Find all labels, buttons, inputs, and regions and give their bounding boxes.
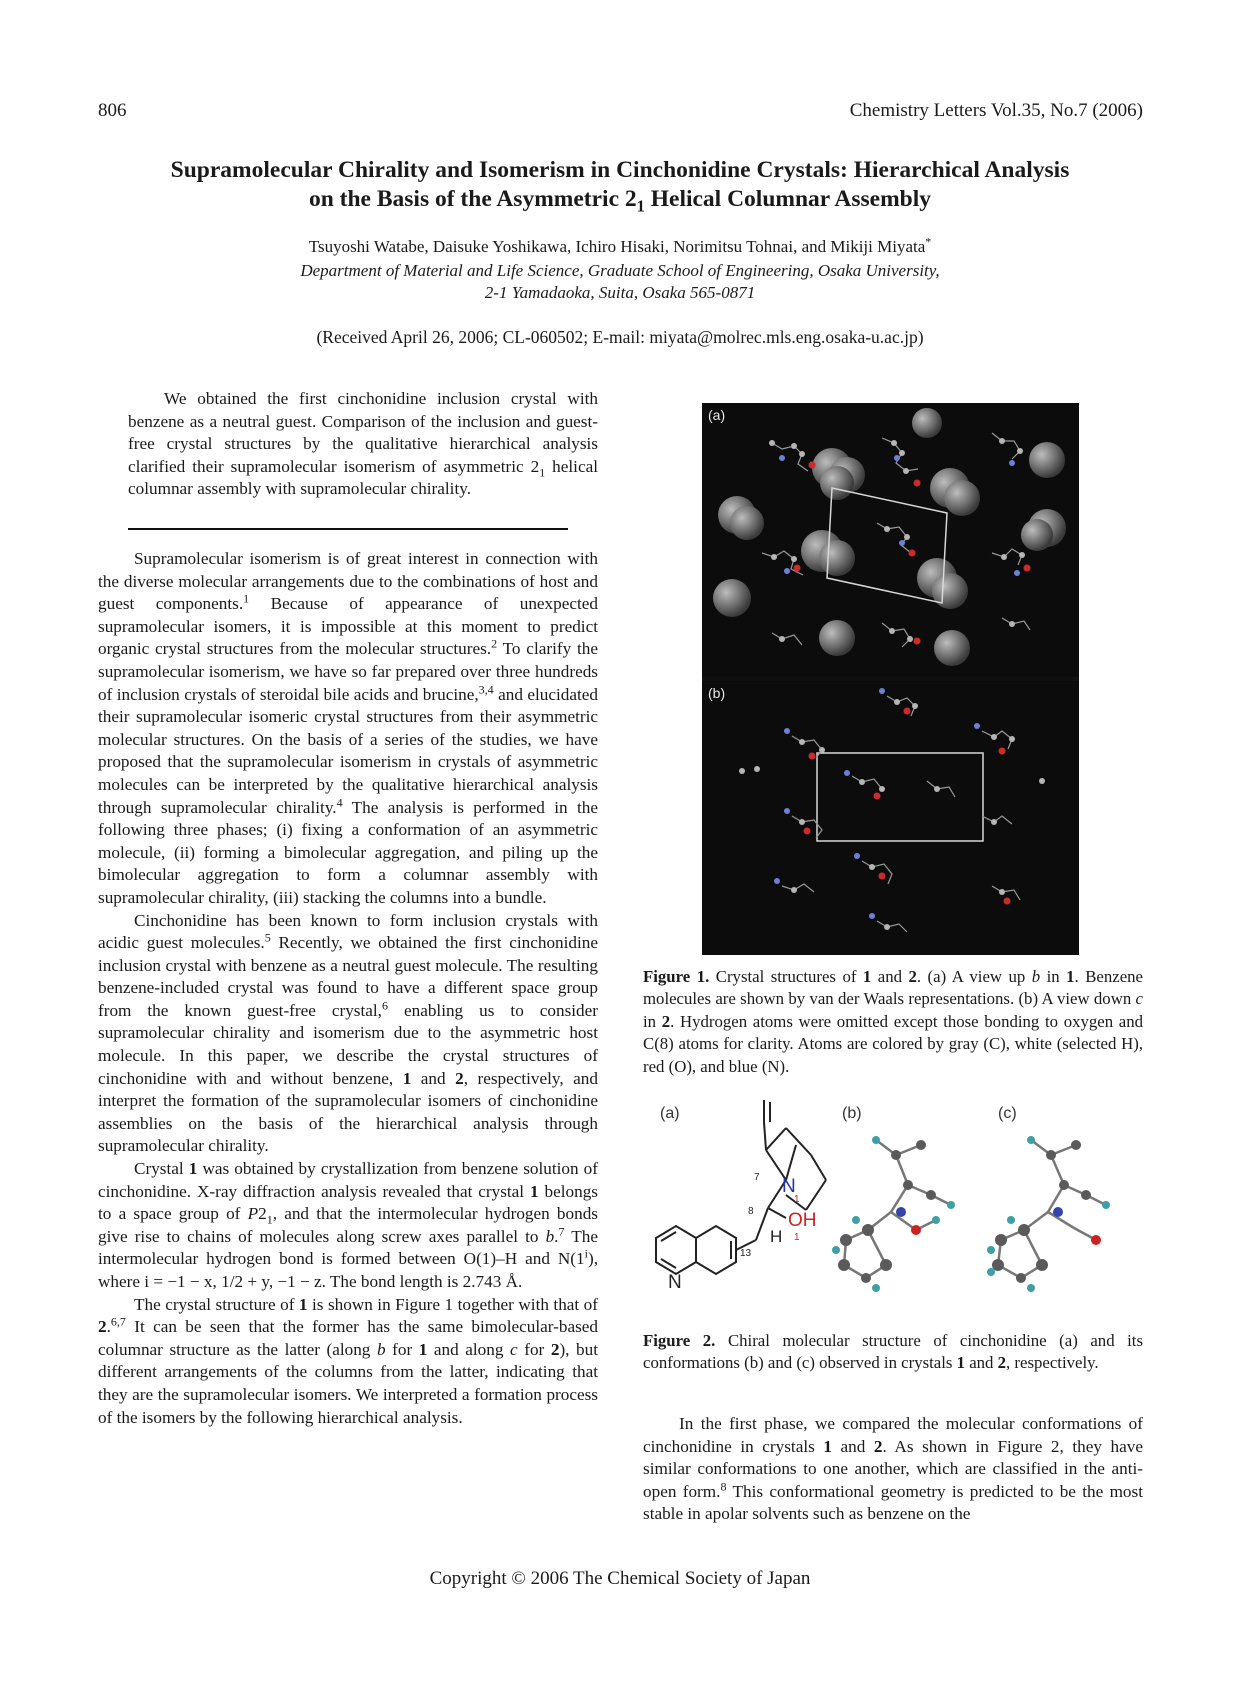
figure-1b-label: (b) — [708, 685, 726, 701]
paragraph-4: The crystal structure of 1 is shown in Figure 1 together with that of 2.$^{6,7}$ It can be seen that the former has the same bimolecular-based columnar structure as the latter (along b for 1 and along c for 2), but different arrangements of the columns from the latter, indicating that they are the supramolecular isomers. We interpreted a formation process of the isomers by the following hierarchical analysis. — [98, 1294, 598, 1427]
atom-n-quinoline: N — [668, 1272, 682, 1293]
figure-2b-label: (b) — [842, 1105, 862, 1122]
paragraph-2: Cinchonidine has been known to form inclusion crystals with acidic guest molecules.$^5$ Recently, we obtained the first cinchonidine inclusion crystal with benzene as a neutral guest molecule. The resulting benzene-included crystal was found to have a different space group from the known guest-free crystal,$^6$ enabling us to consider supramolecular chirality and isomerism due to the asymmetric host molecule. In this paper, we describe the crystal structures of cinchonidine with and without benzene, 1 and 2, respectively, and interpret the formation of the supramolecular isomers of cinchonidine assemblies on the basis of the hierarchical analysis through supramolecular chirality. — [98, 910, 599, 1156]
journal-citation: Chemistry Letters Vol.35, No.7 (2006) — [849, 100, 1143, 121]
abstract-divider — [128, 528, 568, 530]
figure-1a-label: (a) — [708, 407, 726, 423]
title-line-1: Supramolecular Chirality and Isomerism in Cinchonidine Crystals: Hierarchical Analysis — [170, 157, 1070, 183]
paragraph-5: In the first phase, we compared the molecular conformations of cinchonidine in crystals 1 and 2. As shown in Figure 2, they have similar conformations to one another, which are classified in the anti-open form.$^8$ This conformational geometry is predicted to be the most stable in apolar solvents such as benzene on the — [643, 1414, 1143, 1524]
copyright-footer: Copyright © 2006 The Chemical Society of Japan — [429, 1568, 811, 1589]
article-title — [90, 156, 1150, 214]
paragraph-1: Supramolecular isomerism is of great interest in connection with the diverse molecular arrangements due to the combinations of host and guest components.$^1$ Because of appearance of unexpected supramolecular isomers, it is impossible at this moment to predict organic crystal structures from the molecular structures.$^2$ To clarify the supramolecular isomerism, we have so far prepared over three hundreds of inclusion crystals of steroidal bile acids and brucine,$^{3,4}$ and elucidated their supramolecular isomeric crystal structures from their asymmetric molecular structures. On the basis of a series of the studies, we have proposed that the supramolecular isomerism in crystals of asymmetric molecules can be interpreted by the qualitative hierarchical analysis through supramolecular chirality.$^4$ The analysis is performed in the following three phases; (i) fixing a conformation of an asymmetric molecule, (ii) forming a bimolecular aggregation, and piling up the bimolecular aggregation to form a columnar assembly with supramolecular chirality, (iii) stacking the columns into a bundle. — [98, 549, 598, 907]
crystal-structure-view-a — [702, 403, 1079, 677]
figure-1 — [702, 403, 1079, 955]
figure-2c-label: (c) — [998, 1105, 1017, 1122]
carbon-13-number: 13 — [740, 1248, 752, 1259]
carbon-7-number: 7 — [754, 1172, 760, 1183]
cinchonidine-structures — [646, 1100, 1141, 1320]
conformation-c — [987, 1136, 1110, 1292]
figure-1-panel-a — [702, 403, 1079, 677]
body-right-column — [643, 1413, 1143, 1526]
abstract: We obtained the first cinchonidine inclusion crystal with benzene as a neutral guest. Comparison of the inclusion and guest-free crystal structures by the qualitative hierarchical analysis clarified their supramolecular isomerism of asymmetric $2_1$ helical columnar assembly with supramolecular chirality. — [128, 389, 598, 499]
paragraph-3: Crystal 1 was obtained by crystallization from benzene solution of cinchonidine. X-ray diffraction analysis revealed that crystal 1 belongs to a space group of $P2_1$, and that the intermolecular hydrogen bonds give rise to chains of molecules along screw axes parallel to b.$^7$ The intermolecular hydrogen bond is formed between O(1)–H and N(1$^i$), where i = −1 − x, 1/2 + y, −1 − z. The bond length is 2.743 Å. — [98, 1159, 599, 1291]
figure-1-caption: Figure 1. Crystal structures of 1 and 2. (a) A view up b in 1. Benzene molecules are shown by van der Waals representations. (b) A view down c in 2. Hydrogen atoms were omitted except those bonding to oxygen and C(8) atoms for clarity. Atoms are colored by gray (C), white (selected H), red (O), and blue (N). — [643, 967, 1144, 1076]
title-line-2: on the Basis of the Asymmetric $2_1$ Helical Columnar Assembly — [308, 186, 932, 216]
crystal-structure-view-b — [702, 681, 1079, 955]
atom-oh-label: OH — [788, 1210, 817, 1231]
conformation-b — [832, 1136, 955, 1292]
affiliation: Department of Material and Life Science, Graduate School of Engineering, Osaka University, 2-1 Yamadaoka, Suita, Osaka 565-0871 — [300, 261, 940, 302]
atom-n1-label: N — [782, 1176, 796, 1197]
figure-1-panel-b — [702, 681, 1079, 955]
carbon-8-number: 8 — [748, 1206, 754, 1217]
page-number: 806 — [98, 100, 127, 121]
atom-o-number: 1 — [794, 1232, 800, 1243]
figure-2-caption: Figure 2. Chiral molecular structure of cinchonidine (a) and its conformations (b) and (c) observed in crystals 1 and 2, respectively. — [643, 1331, 1143, 1373]
atom-h-label: H — [770, 1227, 783, 1246]
figure-2a-label: (a) — [660, 1105, 680, 1122]
atom-n1-number: 1 — [794, 1194, 800, 1205]
figure-2 — [646, 1100, 1141, 1320]
body-left-column — [98, 548, 598, 1429]
received-line: (Received April 26, 2006; CL-060502; E-mail: miyata@molrec.mls.eng.osaka-u.ac.jp) — [316, 327, 924, 347]
author-list: Tsuyoshi Watabe, Daisuke Yoshikawa, Ichiro Hisaki, Norimitsu Tohnai, and Mikiji Miyata* — [308, 234, 932, 256]
